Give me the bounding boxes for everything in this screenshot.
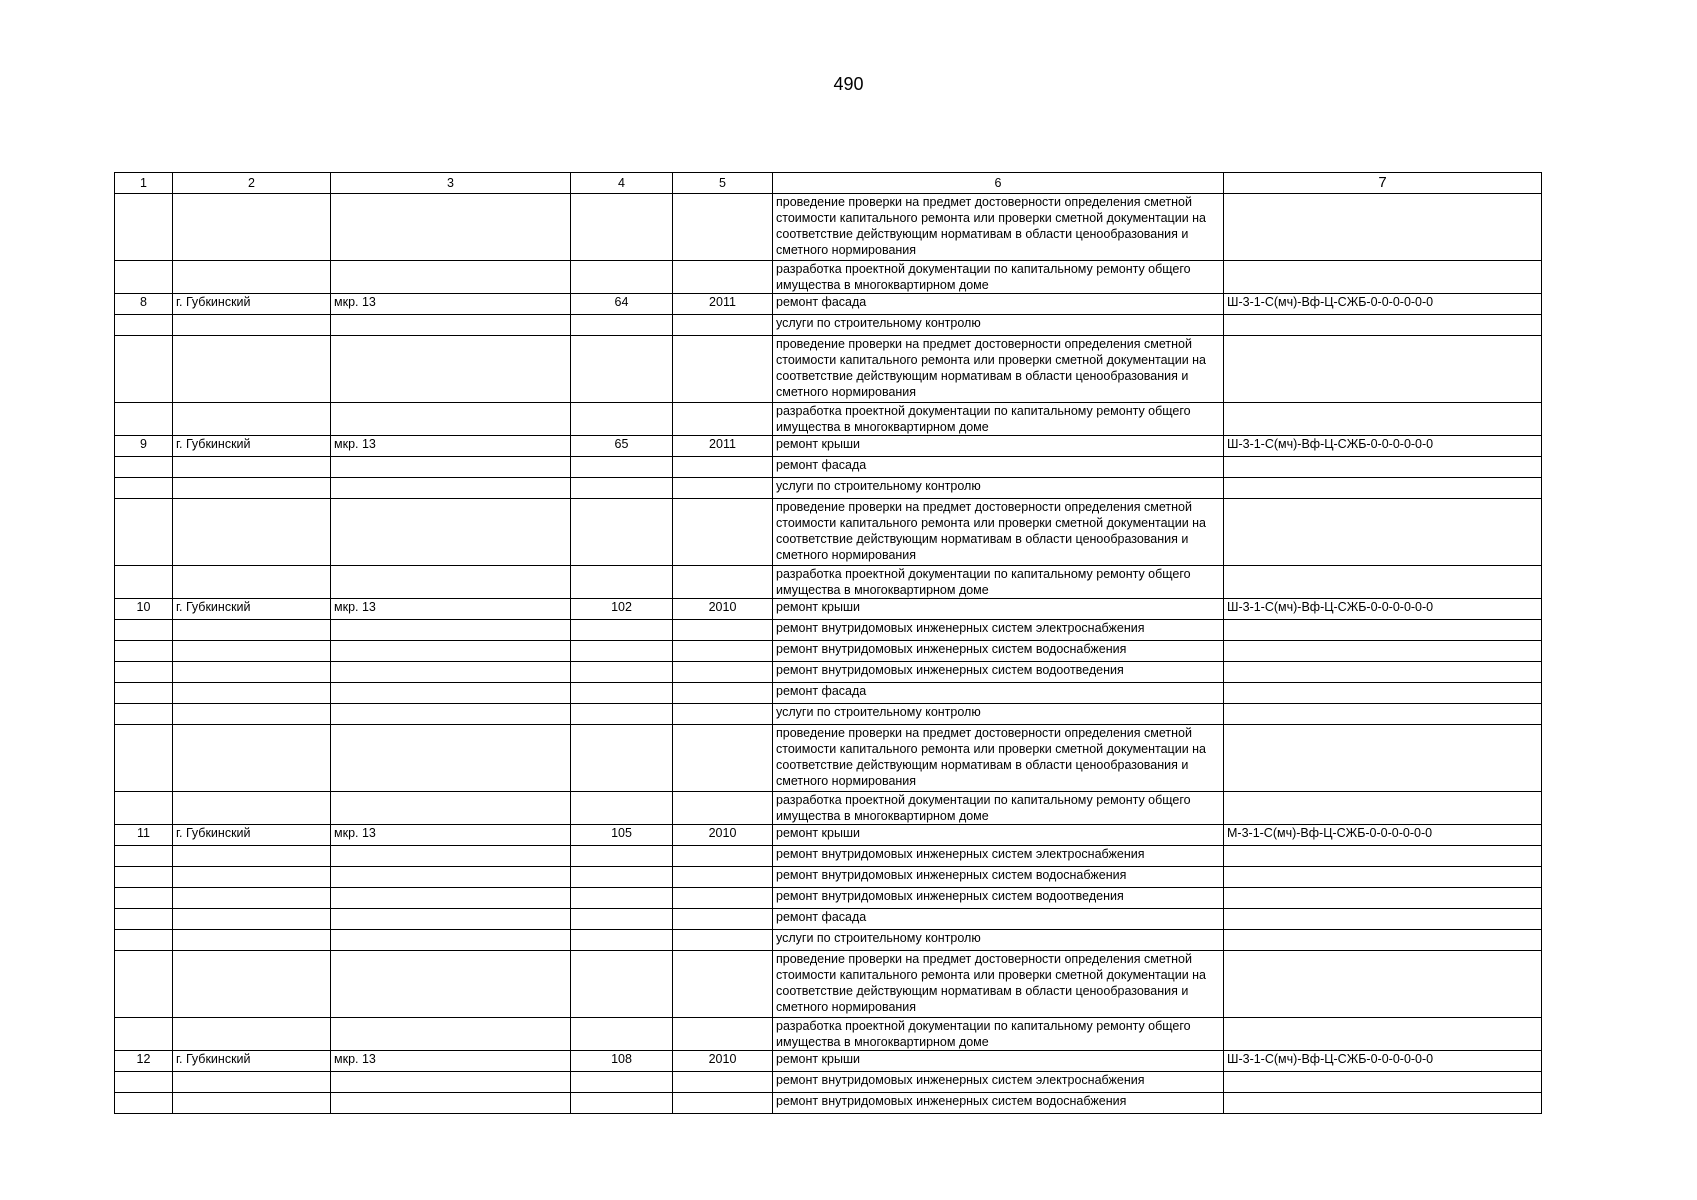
house-number-cell: 105 (571, 825, 673, 846)
work-type-cell: ремонт фасада (773, 294, 1224, 315)
year-cell (673, 1072, 773, 1093)
building-code-cell (1224, 499, 1542, 566)
city-cell (173, 261, 331, 294)
row-number-cell (115, 704, 173, 725)
row-number-cell (115, 930, 173, 951)
table-row (115, 457, 1542, 478)
work-type-cell: разработка проектной документации по капитальному ремонту общего имущества в многоквартирном доме (773, 792, 1224, 825)
year-cell: 2010 (673, 825, 773, 846)
work-type-cell: разработка проектной документации по капитальному ремонту общего имущества в многоквартирном доме (773, 566, 1224, 599)
table-row (115, 436, 1542, 457)
table-row (115, 888, 1542, 909)
house-number-cell (571, 704, 673, 725)
address-cell (331, 662, 571, 683)
address-cell (331, 1093, 571, 1114)
house-number-cell (571, 888, 673, 909)
row-number-cell: 8 (115, 294, 173, 315)
table-row (115, 951, 1542, 1018)
building-code-cell (1224, 194, 1542, 261)
city-cell (173, 792, 331, 825)
address-cell (331, 1018, 571, 1051)
building-code-cell: Ш-3-1-С(мч)-Вф-Ц-СЖБ-0-0-0-0-0-0 (1224, 436, 1542, 457)
building-code-cell (1224, 1072, 1542, 1093)
work-type-cell: ремонт внутридомовых инженерных систем водоснабжения (773, 641, 1224, 662)
table-row (115, 620, 1542, 641)
year-cell (673, 499, 773, 566)
house-number-cell (571, 1018, 673, 1051)
city-cell (173, 662, 331, 683)
building-code-cell (1224, 662, 1542, 683)
address-cell (331, 566, 571, 599)
building-code-cell (1224, 909, 1542, 930)
building-code-cell (1224, 683, 1542, 704)
table-row (115, 930, 1542, 951)
city-cell (173, 1018, 331, 1051)
repair-table (114, 172, 1542, 1114)
year-cell (673, 725, 773, 792)
address-cell (331, 457, 571, 478)
building-code-cell (1224, 792, 1542, 825)
year-cell (673, 867, 773, 888)
house-number-cell: 65 (571, 436, 673, 457)
house-number-cell (571, 909, 673, 930)
building-code-cell (1224, 315, 1542, 336)
address-cell (331, 478, 571, 499)
table-row (115, 846, 1542, 867)
row-number-cell: 9 (115, 436, 173, 457)
work-type-cell: ремонт внутридомовых инженерных систем электроснабжения (773, 846, 1224, 867)
city-cell (173, 867, 331, 888)
house-number-cell (571, 261, 673, 294)
page-number: 490 (833, 74, 864, 94)
year-cell (673, 620, 773, 641)
work-type-cell: проведение проверки на предмет достоверности определения сметной стоимости капитального ремонта или проверки сметной документации на соответствие действующим нормативам в области ценообразования и сметного нормирования (773, 336, 1224, 403)
year-cell: 2010 (673, 599, 773, 620)
table-row (115, 1051, 1542, 1072)
table-row (115, 478, 1542, 499)
table-row (115, 683, 1542, 704)
address-cell (331, 620, 571, 641)
table-row (115, 662, 1542, 683)
city-cell (173, 478, 331, 499)
house-number-cell: 64 (571, 294, 673, 315)
address-cell (331, 792, 571, 825)
row-number-cell (115, 620, 173, 641)
work-type-cell: ремонт внутридомовых инженерных систем водоснабжения (773, 1093, 1224, 1114)
house-number-cell (571, 315, 673, 336)
building-code-cell (1224, 403, 1542, 436)
work-type-cell: разработка проектной документации по капитальному ремонту общего имущества в многоквартирном доме (773, 261, 1224, 294)
year-cell: 2011 (673, 294, 773, 315)
year-cell (673, 457, 773, 478)
row-number-cell (115, 1093, 173, 1114)
address-cell (331, 315, 571, 336)
year-cell (673, 951, 773, 1018)
work-type-cell: услуги по строительному контролю (773, 930, 1224, 951)
house-number-cell (571, 1093, 673, 1114)
year-cell (673, 336, 773, 403)
house-number-cell (571, 846, 673, 867)
row-number-cell: 11 (115, 825, 173, 846)
table-row (115, 336, 1542, 403)
house-number-cell (571, 792, 673, 825)
building-code-cell (1224, 1018, 1542, 1051)
year-cell (673, 909, 773, 930)
row-number-cell (115, 792, 173, 825)
house-number-cell (571, 336, 673, 403)
work-type-cell: ремонт крыши (773, 825, 1224, 846)
table-row (115, 867, 1542, 888)
address-cell (331, 888, 571, 909)
table-row (115, 294, 1542, 315)
work-type-cell: разработка проектной документации по капитальному ремонту общего имущества в многоквартирном доме (773, 403, 1224, 436)
table-row (115, 599, 1542, 620)
building-code-cell (1224, 641, 1542, 662)
table-row (115, 315, 1542, 336)
table-row (115, 641, 1542, 662)
year-cell (673, 1018, 773, 1051)
city-cell (173, 846, 331, 867)
address-cell (331, 951, 571, 1018)
year-cell (673, 930, 773, 951)
table-row (115, 403, 1542, 436)
row-number-cell (115, 683, 173, 704)
table-row (115, 194, 1542, 261)
building-code-cell (1224, 888, 1542, 909)
year-cell (673, 194, 773, 261)
house-number-cell: 108 (571, 1051, 673, 1072)
building-code-cell (1224, 867, 1542, 888)
building-code-cell (1224, 566, 1542, 599)
address-cell (331, 403, 571, 436)
column-header-7: 7 (1224, 173, 1542, 194)
year-cell (673, 1093, 773, 1114)
building-code-cell: Ш-3-1-С(мч)-Вф-Ц-СЖБ-0-0-0-0-0-0 (1224, 1051, 1542, 1072)
house-number-cell (571, 867, 673, 888)
building-code-cell (1224, 951, 1542, 1018)
year-cell (673, 403, 773, 436)
column-header-6: 6 (773, 173, 1224, 194)
address-cell (331, 641, 571, 662)
work-type-cell: ремонт внутридомовых инженерных систем электроснабжения (773, 1072, 1224, 1093)
address-cell (331, 261, 571, 294)
address-cell (331, 930, 571, 951)
building-code-cell (1224, 478, 1542, 499)
city-cell (173, 1093, 331, 1114)
column-header-3: 3 (331, 173, 571, 194)
row-number-cell (115, 403, 173, 436)
house-number-cell (571, 457, 673, 478)
row-number-cell: 10 (115, 599, 173, 620)
city-cell (173, 725, 331, 792)
row-number-cell: 12 (115, 1051, 173, 1072)
address-cell: мкр. 13 (331, 599, 571, 620)
building-code-cell: Ш-3-1-С(мч)-Вф-Ц-СЖБ-0-0-0-0-0-0 (1224, 599, 1542, 620)
work-type-cell: проведение проверки на предмет достоверности определения сметной стоимости капитального ремонта или проверки сметной документации на соответствие действующим нормативам в области ценообразования и сметного нормирования (773, 194, 1224, 261)
work-type-cell: ремонт крыши (773, 436, 1224, 457)
city-cell: г. Губкинский (173, 294, 331, 315)
table-row (115, 725, 1542, 792)
row-number-cell (115, 888, 173, 909)
row-number-cell (115, 478, 173, 499)
city-cell: г. Губкинский (173, 825, 331, 846)
table-row (115, 1093, 1542, 1114)
row-number-cell (115, 951, 173, 1018)
address-cell (331, 194, 571, 261)
year-cell (673, 641, 773, 662)
year-cell (673, 261, 773, 294)
year-cell: 2011 (673, 436, 773, 457)
city-cell (173, 566, 331, 599)
row-number-cell (115, 457, 173, 478)
address-cell (331, 336, 571, 403)
year-cell: 2010 (673, 1051, 773, 1072)
column-header-2: 2 (173, 173, 331, 194)
work-type-cell: ремонт фасада (773, 909, 1224, 930)
year-cell (673, 566, 773, 599)
row-number-cell (115, 336, 173, 403)
building-code-cell (1224, 620, 1542, 641)
city-cell (173, 909, 331, 930)
city-cell (173, 683, 331, 704)
table-row (115, 704, 1542, 725)
building-code-cell: Ш-3-1-С(мч)-Вф-Ц-СЖБ-0-0-0-0-0-0 (1224, 294, 1542, 315)
city-cell (173, 641, 331, 662)
year-cell (673, 704, 773, 725)
address-cell (331, 909, 571, 930)
house-number-cell (571, 478, 673, 499)
city-cell (173, 499, 331, 566)
table-row (115, 499, 1542, 566)
city-cell (173, 930, 331, 951)
city-cell (173, 403, 331, 436)
house-number-cell: 102 (571, 599, 673, 620)
address-cell: мкр. 13 (331, 436, 571, 457)
building-code-cell (1224, 336, 1542, 403)
address-cell: мкр. 13 (331, 1051, 571, 1072)
city-cell (173, 951, 331, 1018)
row-number-cell (115, 499, 173, 566)
table-row (115, 1018, 1542, 1051)
city-cell (173, 704, 331, 725)
table-row (115, 825, 1542, 846)
table-row (115, 261, 1542, 294)
house-number-cell (571, 930, 673, 951)
house-number-cell (571, 1072, 673, 1093)
building-code-cell (1224, 846, 1542, 867)
work-type-cell: ремонт внутридомовых инженерных систем водоснабжения (773, 867, 1224, 888)
row-number-cell (115, 662, 173, 683)
row-number-cell (115, 725, 173, 792)
work-type-cell: ремонт фасада (773, 457, 1224, 478)
house-number-cell (571, 403, 673, 436)
year-cell (673, 792, 773, 825)
column-header-5: 5 (673, 173, 773, 194)
work-type-cell: ремонт фасада (773, 683, 1224, 704)
header-row (115, 173, 1542, 194)
work-type-cell: услуги по строительному контролю (773, 315, 1224, 336)
work-type-cell: ремонт крыши (773, 599, 1224, 620)
work-type-cell: услуги по строительному контролю (773, 704, 1224, 725)
address-cell: мкр. 13 (331, 825, 571, 846)
table-row (115, 909, 1542, 930)
row-number-cell (115, 315, 173, 336)
city-cell: г. Губкинский (173, 1051, 331, 1072)
city-cell (173, 194, 331, 261)
house-number-cell (571, 951, 673, 1018)
column-header-4: 4 (571, 173, 673, 194)
year-cell (673, 846, 773, 867)
house-number-cell (571, 662, 673, 683)
row-number-cell (115, 194, 173, 261)
city-cell (173, 620, 331, 641)
year-cell (673, 478, 773, 499)
table-row (115, 792, 1542, 825)
row-number-cell (115, 846, 173, 867)
address-cell (331, 683, 571, 704)
address-cell (331, 846, 571, 867)
building-code-cell (1224, 725, 1542, 792)
city-cell (173, 315, 331, 336)
column-header-1: 1 (115, 173, 173, 194)
city-cell: г. Губкинский (173, 436, 331, 457)
work-type-cell: ремонт внутридомовых инженерных систем водоотведения (773, 888, 1224, 909)
house-number-cell (571, 683, 673, 704)
address-cell (331, 499, 571, 566)
year-cell (673, 315, 773, 336)
year-cell (673, 662, 773, 683)
work-type-cell: ремонт внутридомовых инженерных систем водоотведения (773, 662, 1224, 683)
house-number-cell (571, 499, 673, 566)
building-code-cell (1224, 1093, 1542, 1114)
row-number-cell (115, 261, 173, 294)
table-row (115, 1072, 1542, 1093)
address-cell (331, 1072, 571, 1093)
house-number-cell (571, 641, 673, 662)
work-type-cell: ремонт внутридомовых инженерных систем электроснабжения (773, 620, 1224, 641)
work-type-cell: проведение проверки на предмет достоверности определения сметной стоимости капитального ремонта или проверки сметной документации на соответствие действующим нормативам в области ценообразования и сметного нормирования (773, 499, 1224, 566)
house-number-cell (571, 620, 673, 641)
address-cell: мкр. 13 (331, 294, 571, 315)
house-number-cell (571, 566, 673, 599)
work-type-cell: проведение проверки на предмет достоверности определения сметной стоимости капитального ремонта или проверки сметной документации на соответствие действующим нормативам в области ценообразования и сметного нормирования (773, 951, 1224, 1018)
city-cell (173, 457, 331, 478)
work-type-cell: разработка проектной документации по капитальному ремонту общего имущества в многоквартирном доме (773, 1018, 1224, 1051)
city-cell (173, 888, 331, 909)
year-cell (673, 683, 773, 704)
row-number-cell (115, 1072, 173, 1093)
city-cell (173, 336, 331, 403)
address-cell (331, 725, 571, 792)
work-type-cell: ремонт крыши (773, 1051, 1224, 1072)
work-type-cell: услуги по строительному контролю (773, 478, 1224, 499)
year-cell (673, 888, 773, 909)
building-code-cell (1224, 704, 1542, 725)
address-cell (331, 704, 571, 725)
house-number-cell (571, 194, 673, 261)
building-code-cell: М-3-1-С(мч)-Вф-Ц-СЖБ-0-0-0-0-0-0 (1224, 825, 1542, 846)
table-row (115, 566, 1542, 599)
row-number-cell (115, 1018, 173, 1051)
building-code-cell (1224, 930, 1542, 951)
building-code-cell (1224, 261, 1542, 294)
row-number-cell (115, 867, 173, 888)
address-cell (331, 867, 571, 888)
work-type-cell: проведение проверки на предмет достоверности определения сметной стоимости капитального ремонта или проверки сметной документации на соответствие действующим нормативам в области ценообразования и сметного нормирования (773, 725, 1224, 792)
table-body (115, 173, 1542, 1114)
city-cell: г. Губкинский (173, 599, 331, 620)
row-number-cell (115, 641, 173, 662)
city-cell (173, 1072, 331, 1093)
row-number-cell (115, 909, 173, 930)
house-number-cell (571, 725, 673, 792)
building-code-cell (1224, 457, 1542, 478)
row-number-cell (115, 566, 173, 599)
